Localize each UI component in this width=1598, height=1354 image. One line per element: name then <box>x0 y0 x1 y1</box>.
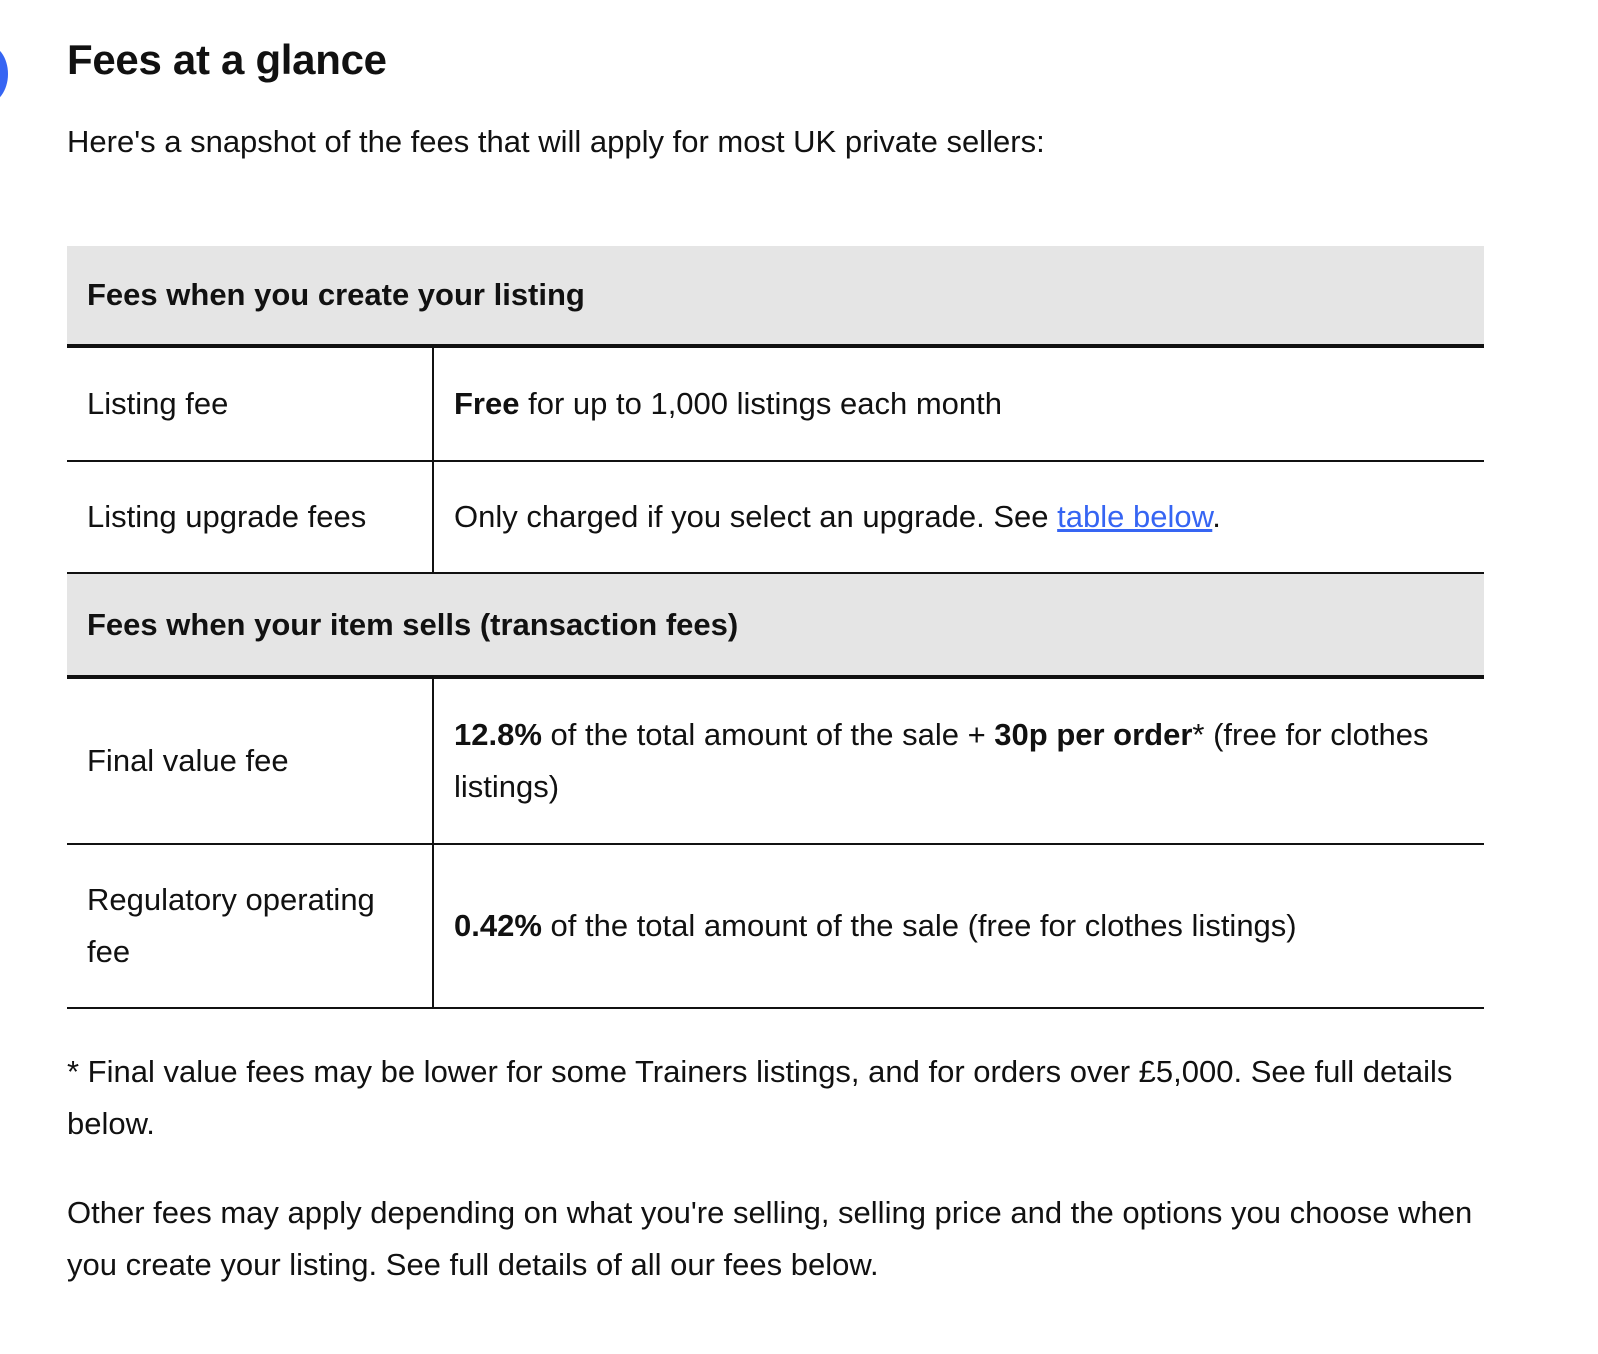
row-label-listing-upgrade-fees: Listing upgrade fees <box>67 461 433 573</box>
value-bold-2: 30p per order <box>994 717 1193 752</box>
section-heading-create-listing: Fees when you create your listing <box>67 246 1484 346</box>
section-heading-item-sells: Fees when your item sells (transaction fees) <box>67 573 1484 677</box>
row-label-listing-fee: Listing fee <box>67 346 433 461</box>
value-after: . <box>1212 499 1221 534</box>
footnote-text: * Final value fees may be lower for some Trainers listings, and for orders over £5,000. See full details below. <box>67 1054 1453 1141</box>
value-bold: 12.8% <box>454 717 542 752</box>
value-after: * (free for clothes listings) <box>454 717 1429 804</box>
table-row <box>67 461 1484 573</box>
section-header-row <box>67 246 1484 346</box>
value-text: of the total amount of the sale (free for clothes listings) <box>541 908 1297 943</box>
row-value-regulatory-operating-fee <box>433 844 1484 1008</box>
row-value-listing-upgrade-fees <box>433 461 1484 573</box>
value-text: for up to 1,000 listings each month <box>519 386 1002 421</box>
intro-text: Here's a snapshot of the fees that will apply for most UK private sellers: <box>67 124 1045 159</box>
row-label-regulatory-operating-fee: Regulatory operating fee <box>67 844 433 1008</box>
value-bold: 0.42% <box>454 908 542 943</box>
value-text: of the total amount of the sale + <box>541 717 995 752</box>
row-value-listing-fee <box>433 346 1484 461</box>
row-label-final-value-fee: Final value fee <box>67 677 433 844</box>
page-title: Fees at a glance <box>67 36 387 83</box>
table-row <box>67 677 1484 844</box>
value-bold: Free <box>454 386 520 421</box>
section-header-row <box>67 573 1484 677</box>
row-value-final-value-fee <box>433 677 1484 844</box>
other-fees-text: Other fees may apply depending on what you're selling, selling price and the options you choose when you create your listing. See full details of all our fees below. <box>67 1195 1473 1282</box>
table-below-link[interactable]: table below <box>1057 499 1213 534</box>
table-row <box>67 844 1484 1008</box>
side-indicator-dot <box>0 44 8 104</box>
value-text: Only charged if you select an upgrade. See <box>454 499 1058 534</box>
table-row <box>67 346 1484 461</box>
fees-table <box>67 246 1484 1009</box>
